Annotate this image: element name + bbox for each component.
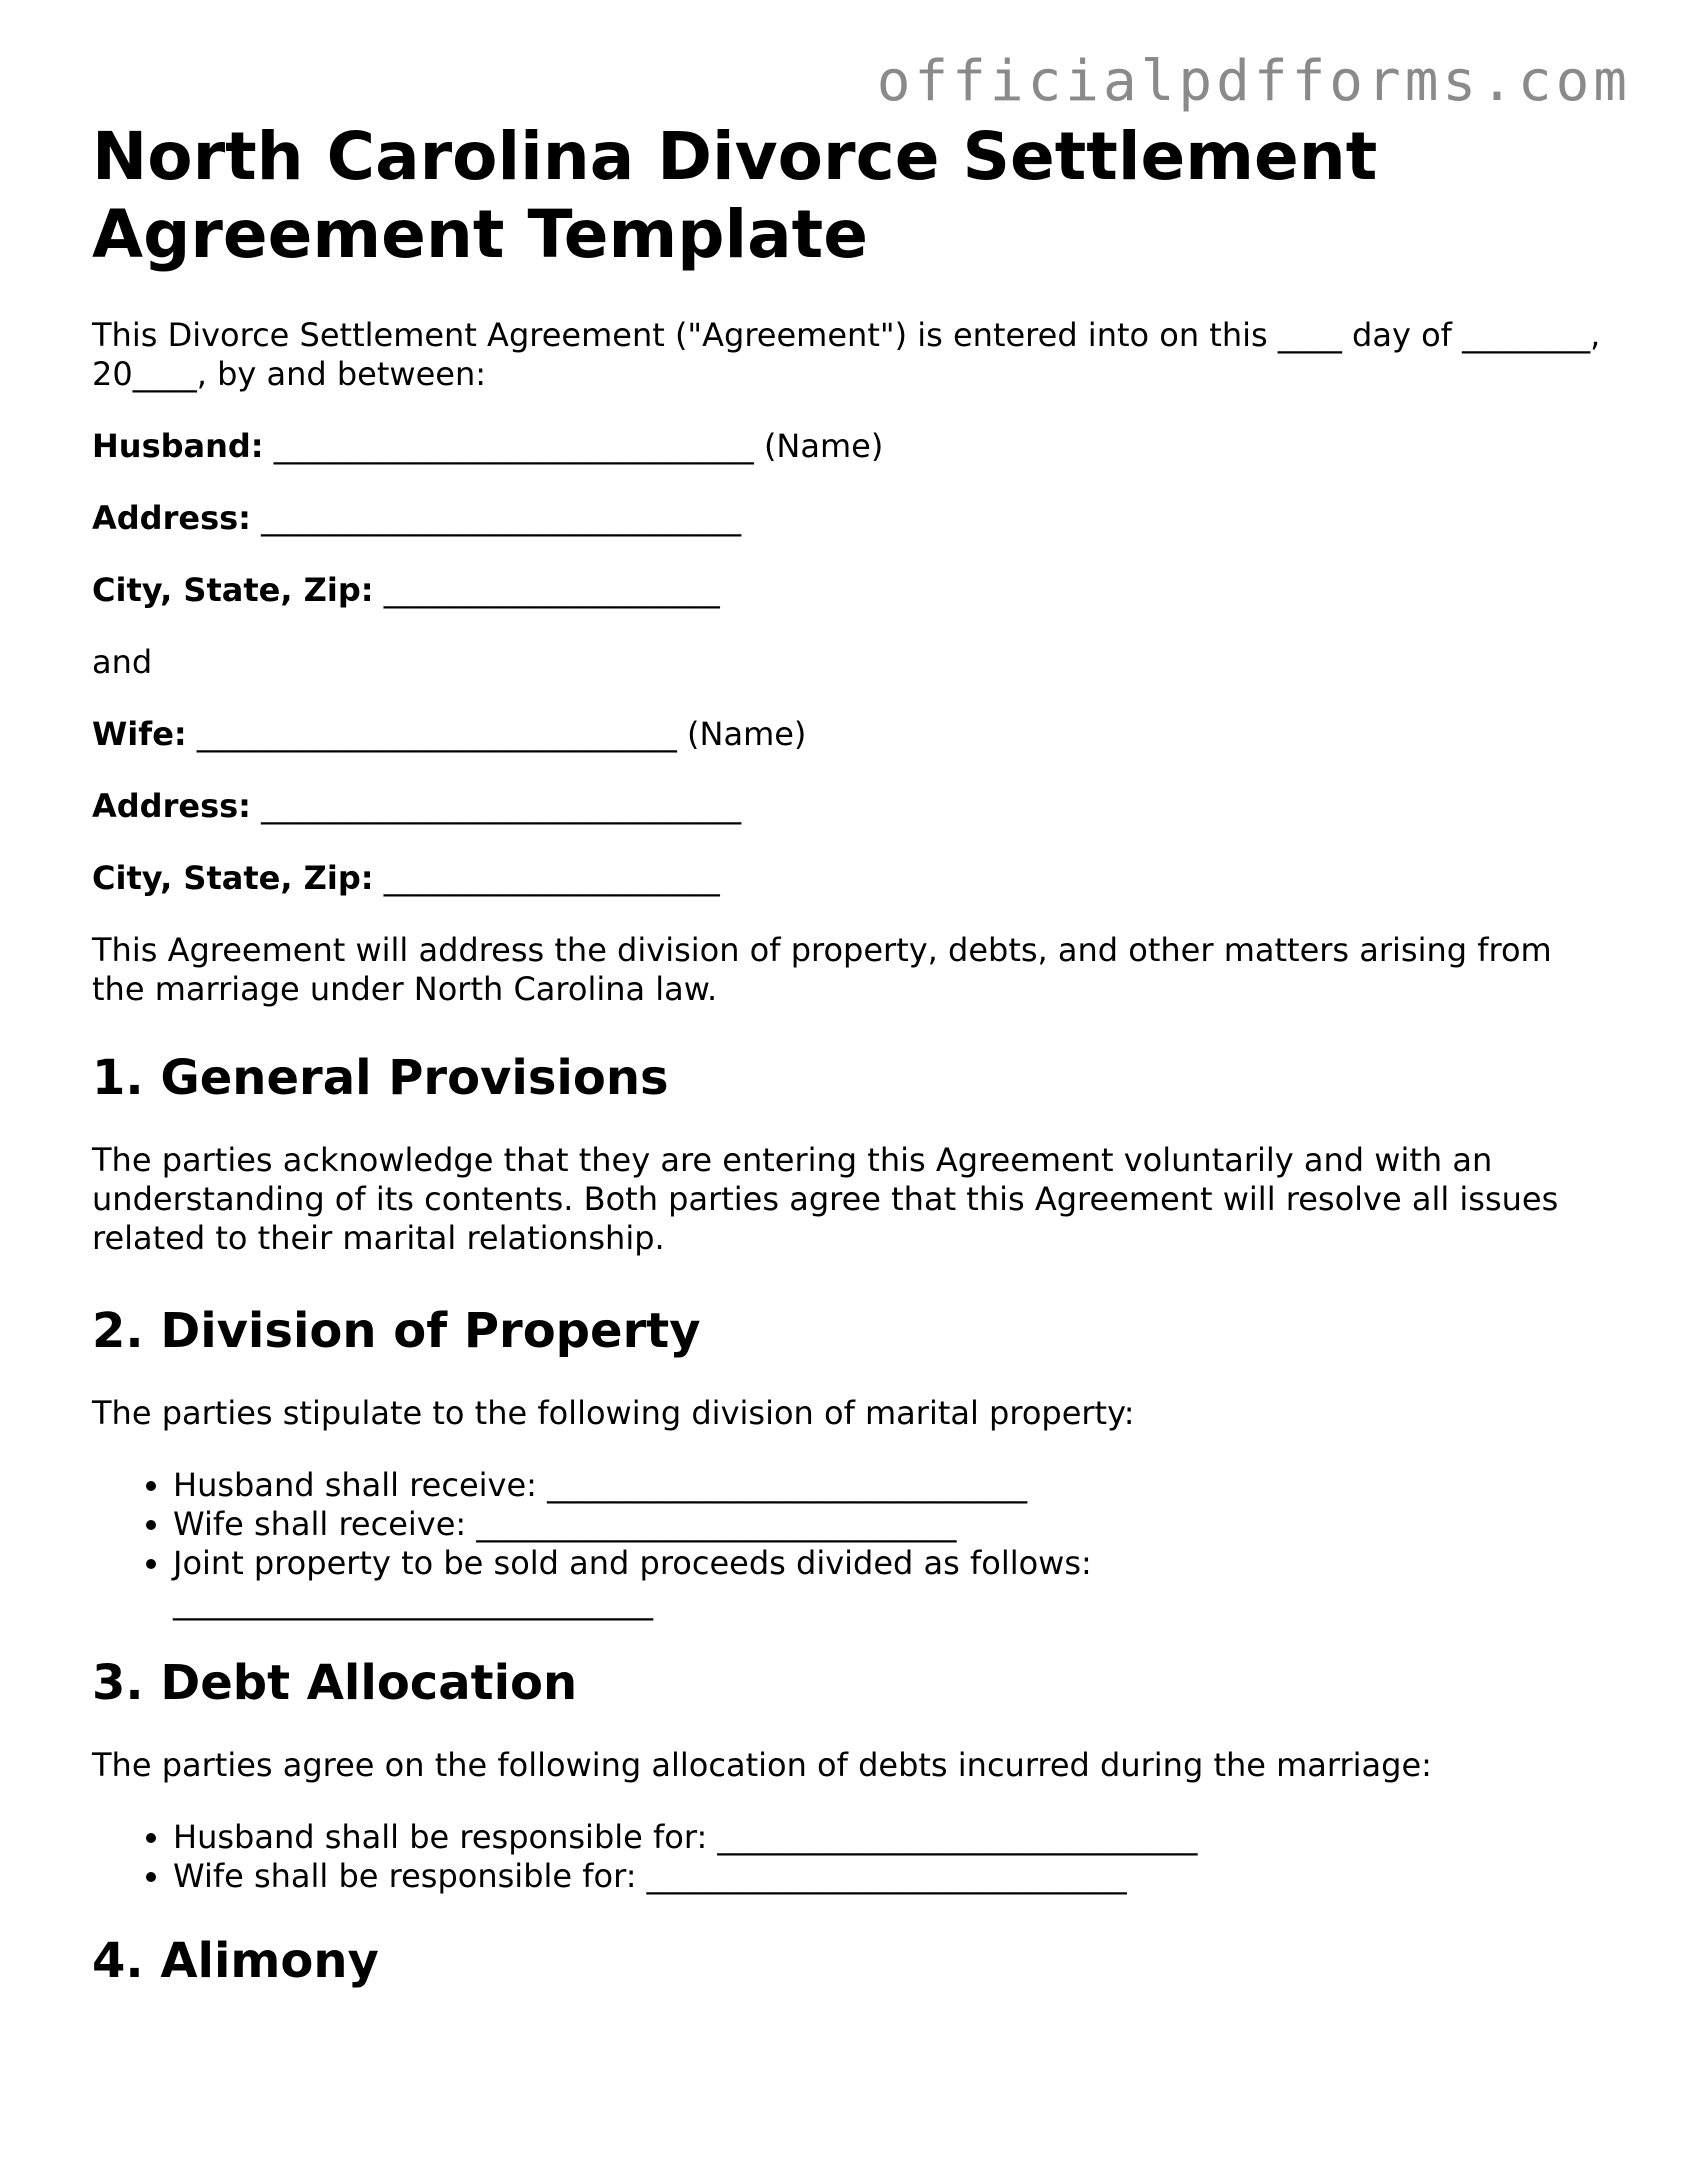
husband-address-blank[interactable]: ______________________________ xyxy=(261,499,742,537)
debt-list xyxy=(92,1818,1602,1896)
husband-address-field xyxy=(92,499,1602,538)
husband-name-suffix: (Name) xyxy=(753,427,884,465)
intro-paragraph: This Divorce Settlement Agreement ("Agreement") is entered into on this ____ day of ________, 20____, by and between: xyxy=(92,316,1601,393)
wife-name-suffix: (Name) xyxy=(676,715,807,753)
and-text: and xyxy=(92,643,153,681)
husband-city-label: City, State, Zip: xyxy=(92,571,374,609)
wife-city-field xyxy=(92,859,1602,898)
husband-city-field xyxy=(92,571,1602,610)
wife-address-blank[interactable]: ______________________________ xyxy=(261,787,742,825)
page-title: North Carolina Divorce Settlement Agreement Template xyxy=(92,118,1378,273)
property-list xyxy=(92,1466,1273,1622)
watermark: officialpdfforms.com xyxy=(876,49,1631,114)
wife-city-blank[interactable]: _____________________ xyxy=(383,859,720,897)
husband-name-label: Husband: xyxy=(92,427,264,465)
husband-address-label: Address: xyxy=(92,499,251,537)
list-item: • Husband shall receive: ______________________________ xyxy=(173,1466,1273,1505)
section-alimony-heading: 4. Alimony xyxy=(92,1933,379,1989)
wife-address-field xyxy=(92,787,1602,826)
list-item: • Joint property to be sold and proceeds divided as follows: ______________________________ xyxy=(173,1544,1273,1622)
husband-name-blank[interactable]: ______________________________ xyxy=(273,427,754,465)
section-debt-heading: 3. Debt Allocation xyxy=(92,1655,578,1711)
wife-name-label: Wife: xyxy=(92,715,187,753)
list-item: • Husband shall be responsible for: ______________________________ xyxy=(173,1818,1602,1857)
husband-city-blank[interactable]: _____________________ xyxy=(383,571,720,609)
wife-name-field xyxy=(92,715,1602,754)
section-general-text: The parties acknowledge that they are entering this Agreement voluntarily and with an understanding of its contents. Both parties agree that this Agreement will resolve all issues related to their marital relationship. xyxy=(92,1141,1559,1257)
section-property-heading: 2. Division of Property xyxy=(92,1303,701,1359)
wife-city-label: City, State, Zip: xyxy=(92,859,374,897)
law-paragraph: This Agreement will address the division of property, debts, and other matters arising from the marriage under North Carolina law. xyxy=(92,931,1552,1008)
section-debt-text: The parties agree on the following allocation of debts incurred during the marriage: xyxy=(92,1746,1432,1784)
wife-address-label: Address: xyxy=(92,787,251,825)
section-property-text: The parties stipulate to the following division of marital property: xyxy=(92,1394,1135,1432)
section-general-heading: 1. General Provisions xyxy=(92,1050,669,1106)
list-item: • Wife shall be responsible for: ______________________________ xyxy=(173,1857,1602,1896)
list-item: • Wife shall receive: ______________________________ xyxy=(173,1505,1273,1544)
wife-name-blank[interactable]: ______________________________ xyxy=(196,715,677,753)
document-body xyxy=(92,118,1602,1990)
husband-name-field xyxy=(92,427,1602,466)
